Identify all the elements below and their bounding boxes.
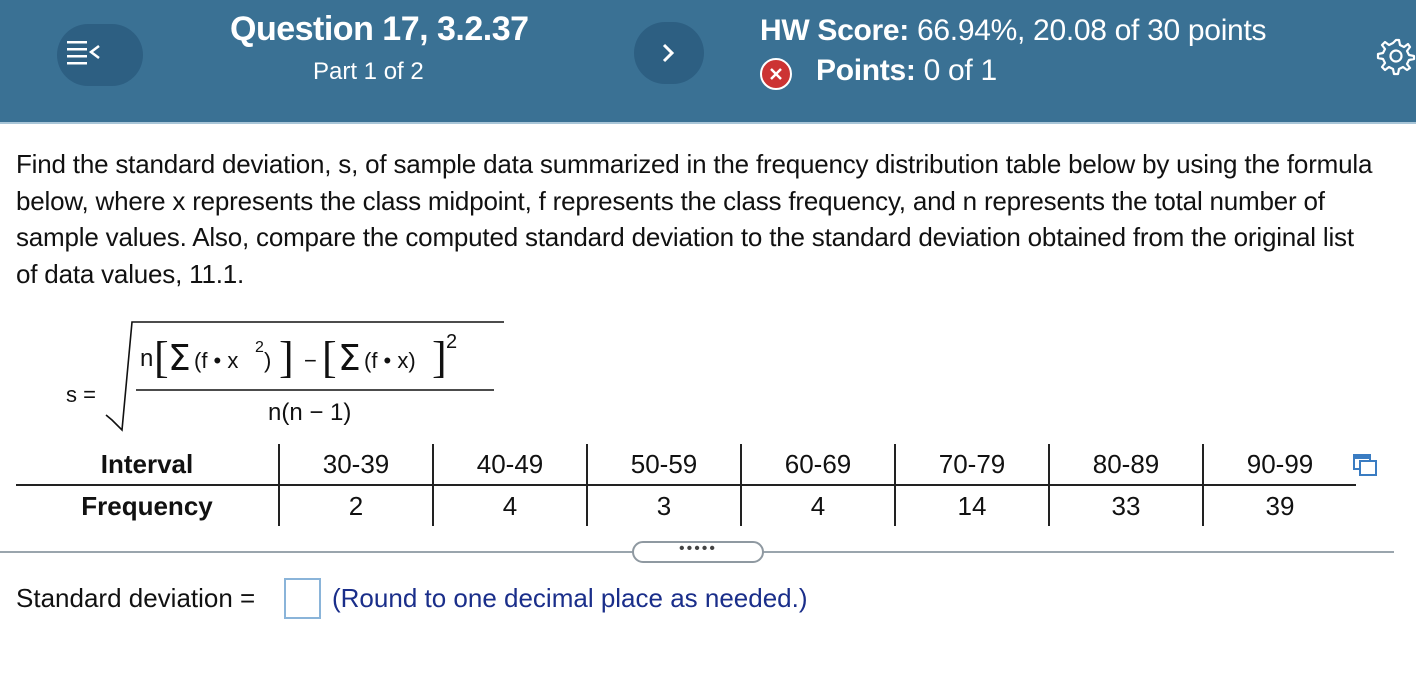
hw-score-label: HW Score:	[760, 14, 909, 47]
answer-label: Standard deviation =	[16, 583, 256, 613]
interval-cell: 30-39	[279, 444, 433, 485]
formula-term-fx: (f • x)	[364, 348, 416, 373]
copy-table-icon[interactable]	[1352, 452, 1378, 478]
question-header	[0, 0, 1416, 124]
frequency-cell: 39	[1203, 485, 1356, 526]
formula-bracket-close-2: ]	[432, 333, 447, 382]
frequency-cell: 4	[433, 485, 587, 526]
formula-sigma-1: Σ	[168, 338, 191, 379]
formula-term-fx2: (f • x	[194, 348, 239, 373]
frequency-cell: 2	[279, 485, 433, 526]
hw-score-value: 66.94%, 20.08 of 30 points	[909, 14, 1267, 47]
rounding-hint: (Round to one decimal place as needed.)	[332, 583, 808, 613]
formula-sigma-2: Σ	[338, 338, 361, 379]
formula-lhs: s =	[66, 382, 96, 407]
formula-bracket-open: [	[154, 333, 169, 382]
interval-cell: 80-89	[1049, 444, 1203, 485]
interval-cell: 90-99	[1203, 444, 1356, 485]
interval-label: Interval	[16, 444, 279, 485]
question-menu-button[interactable]	[57, 24, 143, 86]
expand-button[interactable]: •••••	[632, 541, 764, 563]
points	[816, 54, 997, 88]
frequency-row	[16, 485, 1356, 526]
formula-denominator: n(n − 1)	[268, 399, 352, 426]
frequency-cell: 33	[1049, 485, 1203, 526]
next-question-button[interactable]	[634, 22, 704, 84]
gear-icon[interactable]	[1376, 36, 1416, 76]
formula-outer-exp: 2	[446, 331, 458, 353]
question-title: Question 17, 3.2.37	[230, 10, 529, 48]
formula-exp-2: 2	[255, 339, 264, 356]
menu-collapse-icon	[65, 38, 135, 72]
standard-deviation-input[interactable]	[284, 578, 321, 619]
incorrect-x-icon	[760, 58, 792, 90]
interval-cell: 70-79	[895, 444, 1049, 485]
question-part: Part 1 of 2	[313, 58, 424, 85]
std-dev-formula	[64, 318, 514, 436]
formula-bracket-open-2: [	[322, 333, 337, 382]
frequency-table	[16, 444, 1356, 526]
formula-n: n	[140, 345, 154, 372]
frequency-cell: 3	[587, 485, 741, 526]
frequency-cell: 4	[741, 485, 895, 526]
chevron-right-icon	[660, 42, 678, 64]
hw-score	[760, 14, 1266, 48]
formula-bracket-close: ]	[279, 333, 294, 382]
question-prompt: Find the standard deviation, s, of sample data summarized in the frequency distribution table below by using the formula below, where x represents the class midpoint, f represents the class frequency, and n represents the total number of sample values. Also, compare the computed standard deviation to the standard deviation obtained from the original list of data values, 11.1.	[16, 149, 1373, 289]
points-label: Points:	[816, 54, 916, 87]
interval-row	[16, 444, 1356, 485]
frequency-cell: 14	[895, 485, 1049, 526]
frequency-label: Frequency	[81, 490, 213, 521]
formula-minus: −	[304, 348, 317, 373]
interval-cell: 40-49	[433, 444, 587, 485]
interval-cell: 60-69	[741, 444, 895, 485]
points-value: 0 of 1	[915, 54, 997, 87]
formula-term-fx2-close: )	[264, 348, 272, 373]
interval-cell: 50-59	[587, 444, 741, 485]
